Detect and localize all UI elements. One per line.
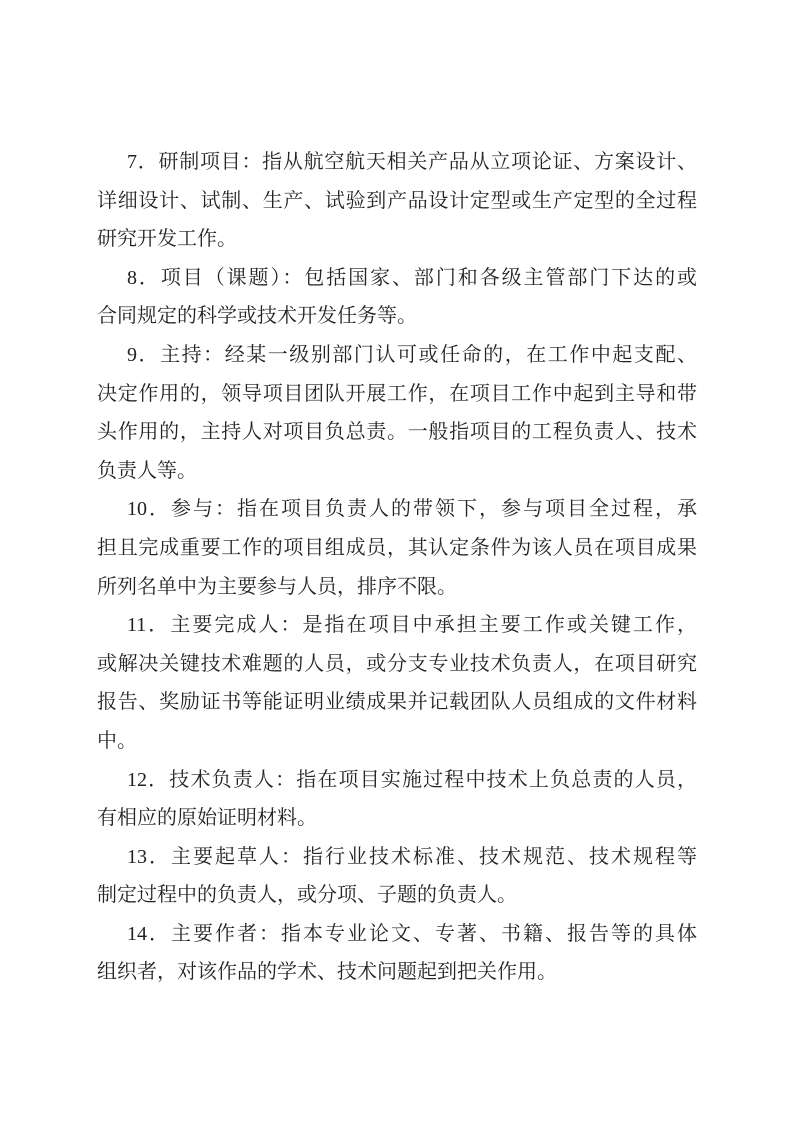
paragraph-11 (97, 606, 697, 760)
paragraph-14 (97, 915, 697, 992)
paragraph-12 (97, 761, 697, 838)
text-line: 14．主要作者：指本专业论文、专著、书籍、报告等的具体 (127, 922, 697, 945)
text-line: 中。 (97, 729, 137, 752)
paragraph-13 (97, 838, 697, 915)
paragraph-9 (97, 336, 697, 490)
text-line: 10．参与：指在项目负责人的带领下，参与项目全过程，承 (127, 498, 697, 521)
text-line: 7．研制项目：指从航空航天相关产品从立项论证、方案设计、 (127, 151, 697, 173)
text-block (97, 143, 697, 992)
text-line: 组织者，对该作品的学术、技术问题起到把关作用。 (97, 961, 557, 984)
text-line: 负责人等。 (97, 459, 197, 482)
text-line: 9．主持：经某一级别部门认可或任命的，在工作中起支配、 (127, 343, 697, 366)
text-line: 有相应的原始证明材料。 (97, 807, 317, 830)
text-line: 决定作用的，领导项目团队开展工作，在项目工作中起到主导和带 (97, 382, 697, 405)
text-line: 头作用的，主持人对项目负总责。一般指项目的工程负责人、技术 (97, 421, 697, 444)
paragraph-10 (97, 490, 697, 606)
text-line: 8．项目（课题）：包括国家、部门和各级主管部门下达的或 (127, 266, 697, 289)
text-line: 13．主要起草人：指行业技术标准、技术规范、技术规程等 (127, 845, 697, 868)
text-line: 11．主要完成人：是指在项目中承担主要工作或关键工作， (127, 614, 697, 637)
paragraph-8 (97, 259, 697, 336)
text-line: 研究开发工作。 (97, 228, 237, 251)
text-line: 详细设计、试制、生产、试验到产品设计定型或生产定型的全过程 (97, 189, 697, 212)
text-line: 报告、奖励证书等能证明业绩成果并记载团队人员组成的文件材料 (97, 691, 697, 714)
text-line: 或解决关键技术难题的人员，或分支专业技术负责人，在项目研究 (97, 652, 697, 675)
text-line: 12．技术负责人：指在项目实施过程中技术上负总责的人员， (127, 768, 697, 791)
paragraph-7 (97, 143, 697, 259)
text-line: 合同规定的科学或技术开发任务等。 (97, 305, 417, 328)
text-line: 制定过程中的负责人，或分项、子题的负责人。 (97, 884, 517, 907)
text-line: 所列名单中为主要参与人员，排序不限。 (97, 575, 457, 598)
text-line: 担且完成重要工作的项目组成员，其认定条件为该人员在项目成果 (97, 536, 697, 559)
